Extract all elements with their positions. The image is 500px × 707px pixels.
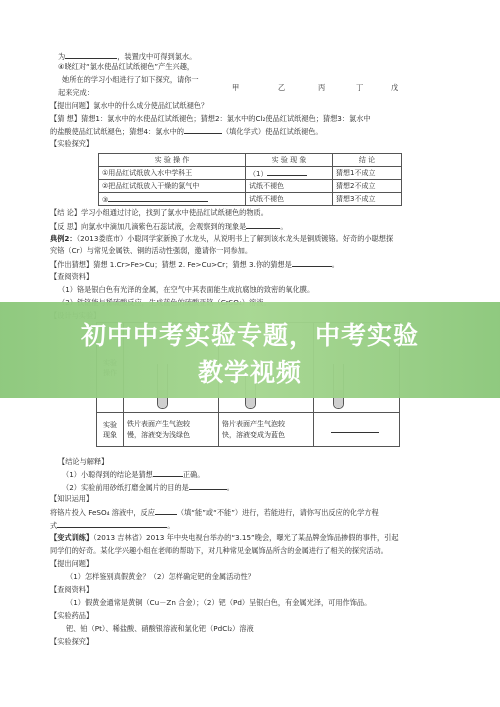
text-line: 究铬（Cr）与常见金属铁、铜的活动性强弱，邀请你一同参加。 <box>50 246 253 255</box>
text-line: （1）铬是银白色有光泽的金属，在空气中其表面能生成抗腐蚀的致密的氧化膜。 <box>58 285 315 294</box>
text-line: 【猜 想】猜想1：氯水中的水使品红试纸褪色；猜想2：氯水中的Cl₂使品红试纸褪色；猜想3：氯水中 <box>50 114 371 123</box>
text-line: 为 ，装置戊中可得到氯水。 <box>58 52 197 61</box>
table-cell: ②把品红试纸放入干燥的氯气中 <box>99 180 246 193</box>
table-cell: 试纸不褪色 <box>246 180 333 193</box>
text-line: （2）实验前用砂纸打磨金属片的目的是 。 <box>62 483 234 492</box>
text-line: ④晓红对“氯水使品红试纸褪色”产生兴趣， <box>58 62 195 71</box>
table-cell <box>314 413 400 447</box>
text-line: 【变式训练】（2013 吉林省）2013 年中央电视台举办的“3.15”晚会，曝光了某品牌金饰品掺假的事件，引起 <box>50 533 399 542</box>
text-line: 将铬片投入 FeSO₄ 溶液中，反应 （填“能”或“不能”）进行，若能进行，请你写出反应的化学方程 <box>50 508 379 517</box>
text-line: 钯、铂（Pt）、稀盐酸、硝酸银溶液和氯化钯（PdCl₂）溶液 <box>66 624 254 633</box>
table-cell: 铬片表面产生气泡较 快，溶液变成为蓝色 <box>219 413 314 447</box>
table-cell: 铁片表面产生气泡较 慢，溶液变为浅绿色 <box>124 413 219 447</box>
text-line: 她所在的学习小组进行了如下探究，请你一 <box>62 75 199 84</box>
section-heading: 【提出问题】 <box>50 559 94 568</box>
banner-title-line-1: 初中中考实验专题，中考实验 <box>80 321 419 350</box>
text-line: 同学们的好奇。某化学兴趣小组在老师的帮助下，对几种常见金属饰品所含的金属进行了相关的探究活动。 <box>50 546 388 555</box>
section-heading: 【提出问题】氯水中的什么成分使品红试纸褪色？ <box>50 101 209 110</box>
text-line: 【作出猜想】猜想 1.Cr>Fe>Cu；猜想 2. Fe>Cu>Cr；猜想 3.你的猜想是 。 <box>50 260 339 269</box>
text-line: 式 。 <box>50 521 175 530</box>
table-cell: ①用品红试纸放入水中学科王 <box>99 167 246 180</box>
apparatus-label-5: 戊 <box>391 83 399 92</box>
table-cell: ③ <box>99 193 246 206</box>
table-cell: 猜想1不成立 <box>333 167 402 180</box>
text-line: （1）怎样鉴别真假黄金？（2）怎样确定钯的金属活动性？ <box>66 572 255 581</box>
text-line: （1）假黄金通常是黄铜（Cu－Zn 合金）；（2）钯（Pd）呈银白色，有金属光泽，可用作饰品。 <box>66 598 372 607</box>
table-header: 结 论 <box>333 154 402 167</box>
text-line: 【结 论】学习小组通过讨论，找到了氯水中使品红试纸褪色的物质。 <box>50 208 268 217</box>
section-heading: 【结论与解释】 <box>58 457 109 466</box>
apparatus-label-2: 乙 <box>278 83 286 92</box>
text-line: （1）小聪得到的结论是猜想 正确。 <box>62 470 205 479</box>
banner-title-line-2: 教学视频 <box>197 358 302 387</box>
apparatus-label-3: 丙 <box>318 83 326 92</box>
section-heading: 【查阅资料】 <box>50 585 94 594</box>
table-header: 实 验 现 象 <box>246 154 333 167</box>
row-label: 实验现象 <box>97 413 124 447</box>
apparatus-label-1: 甲 <box>232 83 240 92</box>
text-line: 【反 思】向氯水中滴加几滴紫色石蕊试液，会观察到的现象是 。 <box>50 222 288 231</box>
text-line: 典例2：（2013娄底市）小聪同学家新换了水龙头，从说明书上了解到该水龙头是铜质镀铬。好奇的小聪想探 <box>50 234 394 243</box>
apparatus-label-4: 丁 <box>356 83 364 92</box>
section-heading: 【知识运用】 <box>50 494 94 503</box>
table-cell: 猜想3不成立 <box>333 193 402 206</box>
section-heading: 【实验药品】 <box>50 611 94 620</box>
section-heading: 【查阅资料】 <box>50 272 94 281</box>
section-heading: 【实验探究】 <box>50 139 94 148</box>
text-line: 的盐酸使品红试纸褪色；猜想4：氯水中的 （填化学式）使品红试纸褪色。 <box>50 127 323 136</box>
table-header: 实 验 操 作 <box>99 154 246 167</box>
text-line: 起来完成： <box>58 88 94 97</box>
table-cell: 猜想2不成立 <box>333 180 402 193</box>
experiment-table <box>98 153 402 206</box>
table-cell: 试纸不褪色 <box>246 193 333 206</box>
table-cell: （1） <box>246 167 333 180</box>
section-heading: 【实验探究】 <box>50 637 94 646</box>
